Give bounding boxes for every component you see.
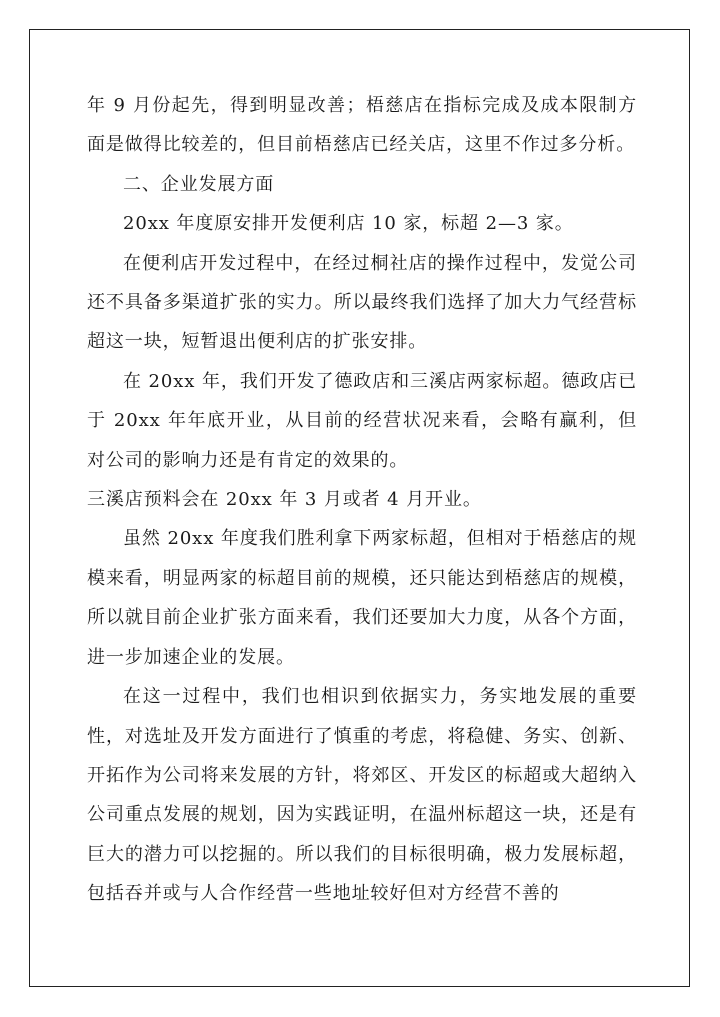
- paragraph-expansion: 虽然 20xx 年度我们胜利拿下两家标超，但相对于梧慈店的规模来看，明显两家的标超目前的规模，还只能达到梧慈店的规模，所以就目前企业扩张方面来看，我们还要加大力度，从各个方面，进一步加速企业的发展。: [87, 528, 637, 668]
- paragraph-strategy: 在这一过程中，我们也相识到依据实力，务实地发展的重要性，对选址及开发方面进行了慎重的考虑，将稳健、务实、创新、开拓作为公司将来发展的方针，将郊区、开发区的标超或大超纳入公司重点发展的规划，因为实践证明，在温州标超这一块，还是有巨大的潜力可以挖掘的。所以我们的目标很明确，极力发展标超，包括吞并或与人合作经营一些地址较好但对方经营不善的: [87, 686, 637, 905]
- document-body: [87, 86, 637, 914]
- paragraph-new-stores: 在 20xx 年，我们开发了德政店和三溪店两家标超。德政店已于 20xx 年年底开业，从目前的经营状况来看，会略有赢利，但对公司的影响力还是有肯定的效果的。: [87, 370, 637, 471]
- paragraph-sanxi-opening: 三溪店预料会在 20xx 年 3 月或者 4 月开业。: [87, 489, 482, 511]
- paragraph-plan: 20xx 年度原安排开发便利店 10 家，标超 2—3 家。: [123, 213, 574, 235]
- paragraph-development-process: 在便利店开发过程中，在经过桐社店的操作过程中，发觉公司还不具备多渠道扩张的实力。所以最终我们选择了加大力气经营标超这一块，短暂退出便利店的扩张安排。: [87, 252, 637, 353]
- section-heading: 二、企业发展方面: [123, 173, 275, 195]
- paragraph-continuation: 年 9 月份起先，得到明显改善；梧慈店在指标完成及成本限制方面是做得比较差的，但目前梧慈店已经关店，这里不作过多分析。: [87, 95, 637, 156]
